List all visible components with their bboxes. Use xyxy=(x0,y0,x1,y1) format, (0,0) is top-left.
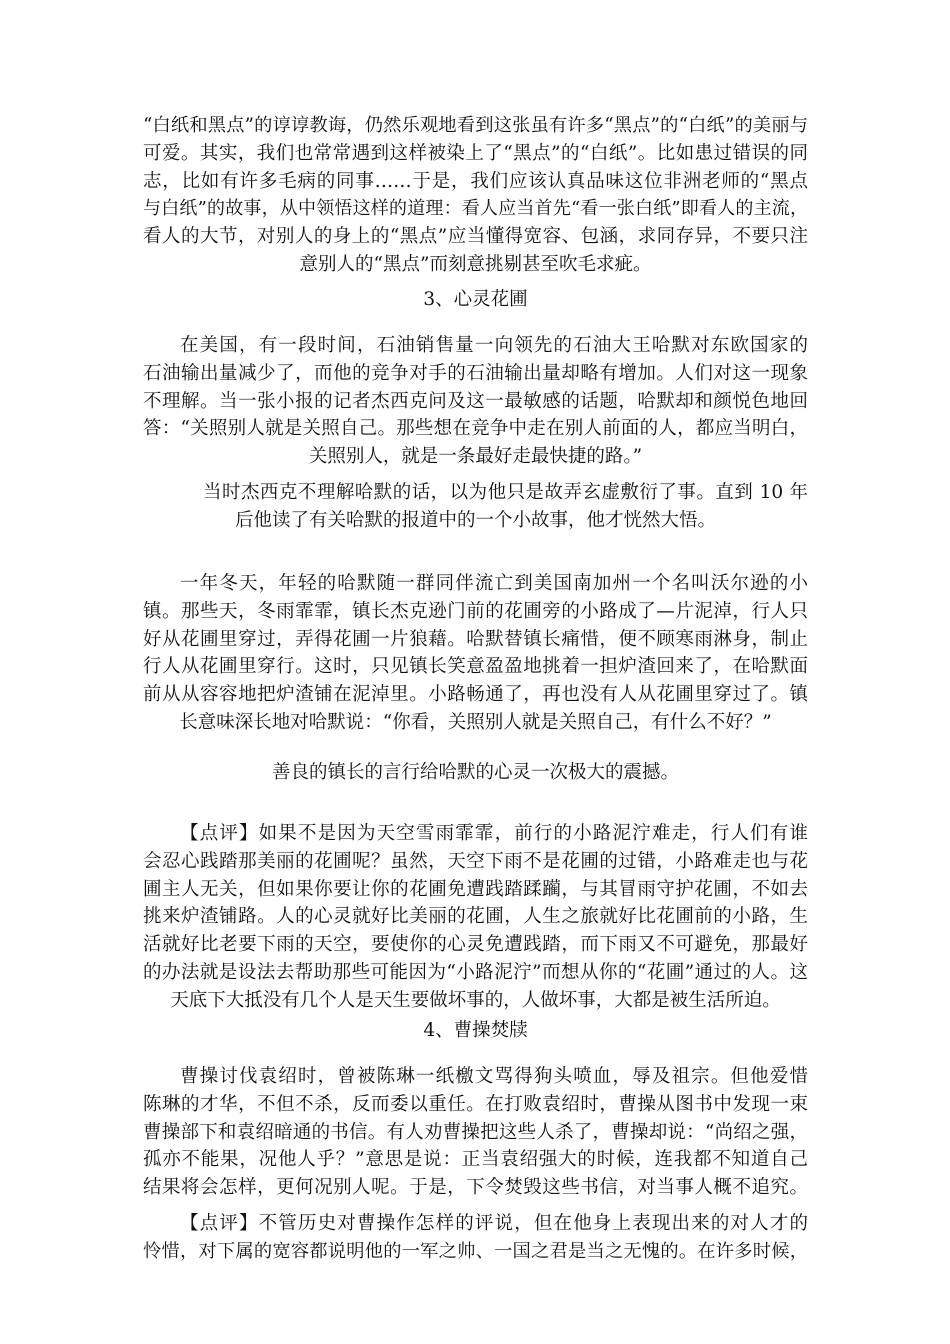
text-line: 活就好比老要下雨的天空，要使你的心灵免遭践踏，而下雨又不可避免，那最好 xyxy=(143,934,808,956)
text-line: 圃主人无关，但如果你要让你的花圃免遭践踏蹂躏，与其冒雨守护花圃，不如去 xyxy=(143,878,808,900)
text-line: 的办法就是设法去帮助那些可能因为“小路泥泞”而想从你的“花圃”通过的人。这 xyxy=(143,961,808,983)
text-line: 曹操部下和袁绍暗通的书信。有人劝曹操把这些人杀了，曹操却说：“尚绍之强， xyxy=(143,1121,808,1143)
text-line: 答：“关照别人就是关照自己。那些想在竞争中走在别人前面的人，都应当明白， xyxy=(143,418,808,440)
text-line: “白纸和黑点”的谆谆教诲，仍然乐观地看到这张虽有许多“黑点”的“白纸”的美丽与 xyxy=(143,115,808,136)
paragraph-hammer-intro xyxy=(143,332,808,471)
paragraph-cao-cao xyxy=(143,1063,808,1202)
text-line: 意别人的“黑点”而刻意挑剔甚至吹毛求疵。 xyxy=(299,253,652,275)
text-line: 曹操讨伐袁绍时，曾被陈琳一纸檄文骂得狗头喷血，辱及祖宗。但他爱惜 xyxy=(180,1066,808,1087)
text-line: 行人从花圃里穿行。这时，只见镇长笑意盈盈地挑着一担炉渣回来了，在哈默面 xyxy=(143,656,808,678)
text-line: 陈琳的才华，不但不杀，反而委以重任。在打败袁绍时，曹操从图书中发现一束 xyxy=(143,1093,808,1115)
section-heading-4: 4、曹操焚牍 xyxy=(423,1020,528,1041)
text-line: 前从从容容地把炉渣铺在泥淖里。小路畅通了，再也没有人从花圃里穿过了。镇 xyxy=(143,684,808,706)
text-line: 善良的镇长的言行给哈默的心灵一次极大的震撼。 xyxy=(271,762,679,783)
text-line: 镇。那些天，冬雨霏霏，镇长杰克逊门前的花圃旁的小路成了—片泥淖，行人只 xyxy=(143,600,808,622)
text-line: 天底下大抵没有几个人是天生要做坏事的，人做坏事，大都是被生活所迫。 xyxy=(170,989,781,1011)
text-line: 在美国，有一段时间，石油销售量一向领先的石油大王哈默对东欧国家的 xyxy=(180,335,808,356)
text-line: 好从花圃里穿过，弄得花圃一片狼藉。哈默替镇长痛惜，便不顾寒雨淋身，制止 xyxy=(143,628,808,650)
text-line: 志，比如有许多毛病的同事……于是，我们应该认真品味这位非洲老师的“黑点 xyxy=(143,170,808,192)
text-line: 后他读了有关哈默的报道中的一个小故事，他才恍然大悟。 xyxy=(234,509,716,531)
text-line: 一年冬天，年轻的哈默随一群同伴流亡到美国南加州一个名叫沃尔逊的小 xyxy=(180,573,808,594)
text-line: 会忍心践踏那美丽的花圃呢？虽然，天空下雨不是花圃的过错，小路难走也与花 xyxy=(143,850,808,872)
paragraph-jessick xyxy=(143,479,808,535)
paragraph-mayor-story xyxy=(143,570,808,737)
text-line: 看人的大节，对别人的身上的“黑点”应当懂得宽容、包涵，求同存异，不要只注 xyxy=(143,226,808,248)
section-heading-3: 3、心灵花圃 xyxy=(423,289,528,310)
text-line: 【点评】不管历史对曹操作怎样的评说，但在他身上表现出来的对人才的 xyxy=(180,1213,808,1234)
text-line: 当时杰西克不理解哈默的话，以为他只是故弄玄虚敷衍了事。直到 10 年 xyxy=(203,482,808,503)
text-line: 石油输出量减少了，而他的竞争对手的石油输出量却略有增加。人们对这一现象 xyxy=(143,362,808,384)
paragraph-comment-cao-cao xyxy=(143,1210,808,1266)
text-line: 【点评】如果不是因为天空雪雨霏霏，前行的小路泥泞难走，行人们有谁 xyxy=(180,823,808,844)
text-line: 孤亦不能果，况他人乎？”意思是说：正当袁绍强大的时候，连我都不知道自己 xyxy=(143,1149,808,1171)
text-line: 关照别人，就是一条最好走最快捷的路。” xyxy=(308,446,643,468)
text-line: 不理解。当一张小报的记者杰西克问及这一最敏感的话题，哈默却和颜悦色地回 xyxy=(143,390,808,412)
text-line: 怜惜，对下属的宽容都说明他的一军之帅、一国之君是当之无愧的。在许多时候， xyxy=(143,1240,808,1262)
text-line: 挑来炉渣铺路。人的心灵就好比美丽的花圃，人生之旅就好比花圃前的小路，生 xyxy=(143,906,808,928)
text-line: 结果将会怎样，更何况别人呢。于是，下令焚毁这些书信，对当事人概不追究。 xyxy=(143,1177,808,1199)
paragraph-comment-garden xyxy=(143,820,808,1015)
text-line: 与白纸”的故事，从中领悟这样的道理：看人应当首先“看一张白纸”即看人的主流， xyxy=(143,198,808,220)
paragraph-shock xyxy=(143,759,808,787)
paragraph-white-paper-black-dots xyxy=(143,112,808,279)
text-line: 长意味深长地对哈默说：“你看，关照别人就是关照自己，有什么不好？” xyxy=(179,711,772,733)
text-line: 可爱。其实，我们也常常遇到这样被染上了“黑点”的“白纸”。比如患过错误的同 xyxy=(143,142,808,164)
